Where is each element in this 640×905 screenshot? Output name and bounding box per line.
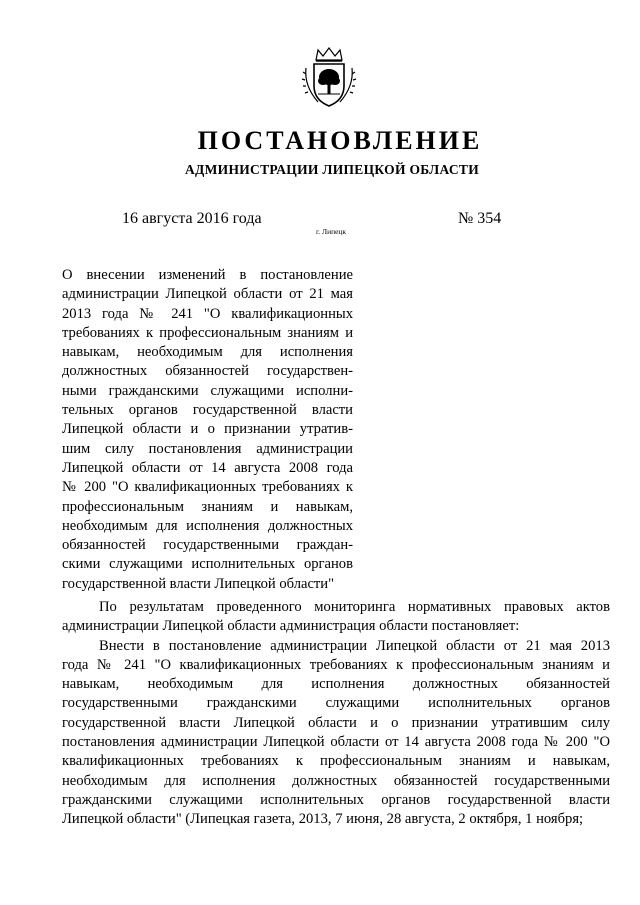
- subject-line: № 200 "О квалификационных требованиях к: [62, 479, 353, 496]
- subject-line: должностных обязанностей государствен-: [62, 363, 353, 380]
- body-line: государственной власти Липецкой области и о признании утратившим силу: [62, 714, 610, 731]
- document-city: г. Липецк: [316, 227, 347, 236]
- subject-line: профессиональным знаниям и навыкам,: [62, 498, 353, 515]
- body-line: По результатам проведенного мониторинга нормативных правовых актов: [99, 599, 610, 615]
- body-line: администрации Липецкой области администрация области постановляет:: [62, 618, 520, 635]
- body-line: года № 241 "О квалификационных требованиях к профессиональным знаниям и: [62, 656, 610, 673]
- subject-line: обязанностей государственными граждан-: [62, 537, 353, 554]
- subject-line: требованиях к профессиональным знаниям и: [62, 324, 353, 341]
- body-line: постановления администрации Липецкой области от 14 августа 2008 года № 200 "О: [62, 734, 610, 751]
- subject-line: скими служащими исполнительных органов: [62, 556, 353, 573]
- subject-line: О внесении изменений в постановление: [62, 267, 353, 283]
- subject-line: ными гражданскими служащими исполни-: [62, 382, 353, 399]
- body-line: государственными гражданскими служащими исполнительных органов: [62, 695, 610, 712]
- subject-line: 2013 года № 241 "О квалификационных: [62, 305, 353, 322]
- subject-line: Липецкой области от 14 августа 2008 года: [62, 459, 353, 476]
- subject-line: государственной власти Липецкой области": [62, 575, 335, 592]
- body-line: Липецкой области" (Липецкая газета, 2013, 7 июня, 28 августа, 2 октября, 1 ноября;: [62, 811, 584, 828]
- subject-line: Липецкой области и о признании утратив-: [62, 421, 353, 438]
- subject-line: тельных органов государственной власти: [62, 402, 353, 419]
- document-number: № 354: [458, 210, 502, 227]
- subject-line: шим силу постановления администрации: [62, 440, 353, 457]
- body-line: квалификационных требованиях к профессиональным знаниям и навыкам,: [62, 753, 610, 770]
- document-body: [62, 598, 610, 830]
- issuing-authority: АДМИНИСТРАЦИИ ЛИПЕЦКОЙ ОБЛАСТИ: [184, 162, 480, 177]
- document-subject: [62, 266, 353, 594]
- body-line: навыкам, необходимым для исполнения должностных обязанностей: [62, 676, 610, 693]
- document-title: ПОСТАНОВЛЕНИЕ: [197, 126, 483, 155]
- coat-of-arms-icon: [300, 46, 358, 108]
- subject-line: администрации Липецкой области от 21 мая: [62, 286, 353, 303]
- body-line: гражданскими служащими исполнительных органов государственной власти: [62, 791, 610, 808]
- subject-line: необходимым для исполнения должностных: [62, 517, 353, 534]
- body-line: необходимым для исполнения должностных обязанностей государственными: [62, 772, 610, 789]
- document-date: 16 августа 2016 года: [122, 210, 262, 227]
- subject-line: навыкам, необходимым для исполнения: [62, 344, 353, 361]
- body-line: Внести в постановление администрации Липецкой области от 21 мая 2013: [99, 637, 610, 654]
